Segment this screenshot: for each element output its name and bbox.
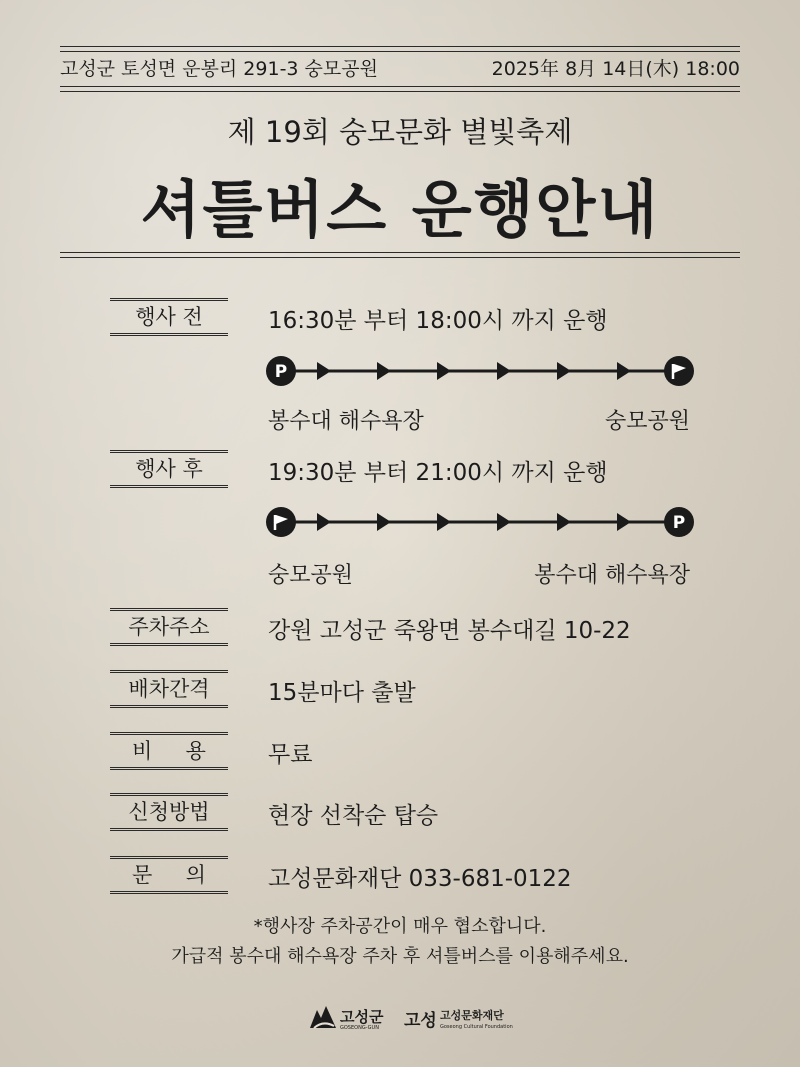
before-to: 숭모공원 [604,409,690,434]
route-arrow [377,513,391,531]
after-to: 봉수대 해수욕장 [534,563,690,588]
label-contact: 문 의 [110,856,228,894]
route-arrow [497,362,511,380]
note-line-2: 가급적 봉수대 해수욕장 주차 후 셔틀버스를 이용해주세요. [171,946,629,967]
flag-icon [664,356,694,386]
route-arrow [617,362,631,380]
foundation-name: 고성문화재단 [440,1009,504,1022]
header-bottom-rule [60,86,740,92]
event-datetime: 2025年 8月 14日(木) 18:00 [491,58,740,80]
route-before [265,355,695,387]
apply-value: 현장 선착순 탑승 [268,803,439,829]
label-parking: 주차주소 [110,608,228,646]
svg-text:P: P [274,362,288,382]
route-after [265,506,695,538]
before-from: 봉수대 해수욕장 [268,409,424,434]
route-arrow [317,513,331,531]
flag-icon [266,507,296,537]
mountain-icon [308,1002,338,1032]
header-info [60,54,740,82]
goseong-gun-name: 고성군 [340,1008,384,1026]
cost-value: 무료 [268,742,313,768]
after-event-time: 19:30분 부터 21:00시 까지 운행 [268,460,608,486]
label-apply: 신청방법 [110,793,228,831]
footer-logos [0,1000,800,1036]
route-arrow [437,513,451,531]
before-event-time: 16:30분 부터 18:00시 까지 운행 [268,308,608,334]
route-arrow [557,513,571,531]
interval-value: 15분마다 출발 [268,680,416,706]
parking-icon [266,356,296,386]
event-location: 고성군 토성면 운봉리 291-3 숭모공원 [60,58,378,80]
route-arrow [497,513,511,531]
foundation-sub: Goseong Cultural Foundation [440,1024,513,1030]
foundation-mark: 고성 [404,1011,437,1031]
header-top-rule [60,46,740,52]
parking-address: 강원 고성군 죽왕면 봉수대길 10-22 [268,618,631,644]
label-before-event: 행사 전 [110,298,228,336]
contact-value: 고성문화재단 033-681-0122 [268,866,572,892]
label-cost: 비 용 [110,732,228,770]
label-interval: 배차간격 [110,670,228,708]
note-line-1: *행사장 주차공간이 매우 협소합니다. [253,916,547,937]
title-rule [60,252,740,258]
goseong-gun-sub: GOSEONG-GUN [340,1025,379,1031]
svg-text:P: P [672,513,686,533]
parking-icon [664,507,694,537]
route-arrow [377,362,391,380]
route-arrow [557,362,571,380]
route-arrow [437,362,451,380]
page-title: 셔틀버스 운행안내 [140,173,660,246]
goseong-gun-logo [308,1000,388,1036]
culture-foundation-logo [404,1000,514,1036]
label-after-event: 행사 후 [110,450,228,488]
route-arrow [617,513,631,531]
after-from: 숭모공원 [268,563,354,588]
route-arrow [317,362,331,380]
event-name: 제 19회 숭모문화 별빛축제 [227,115,573,149]
